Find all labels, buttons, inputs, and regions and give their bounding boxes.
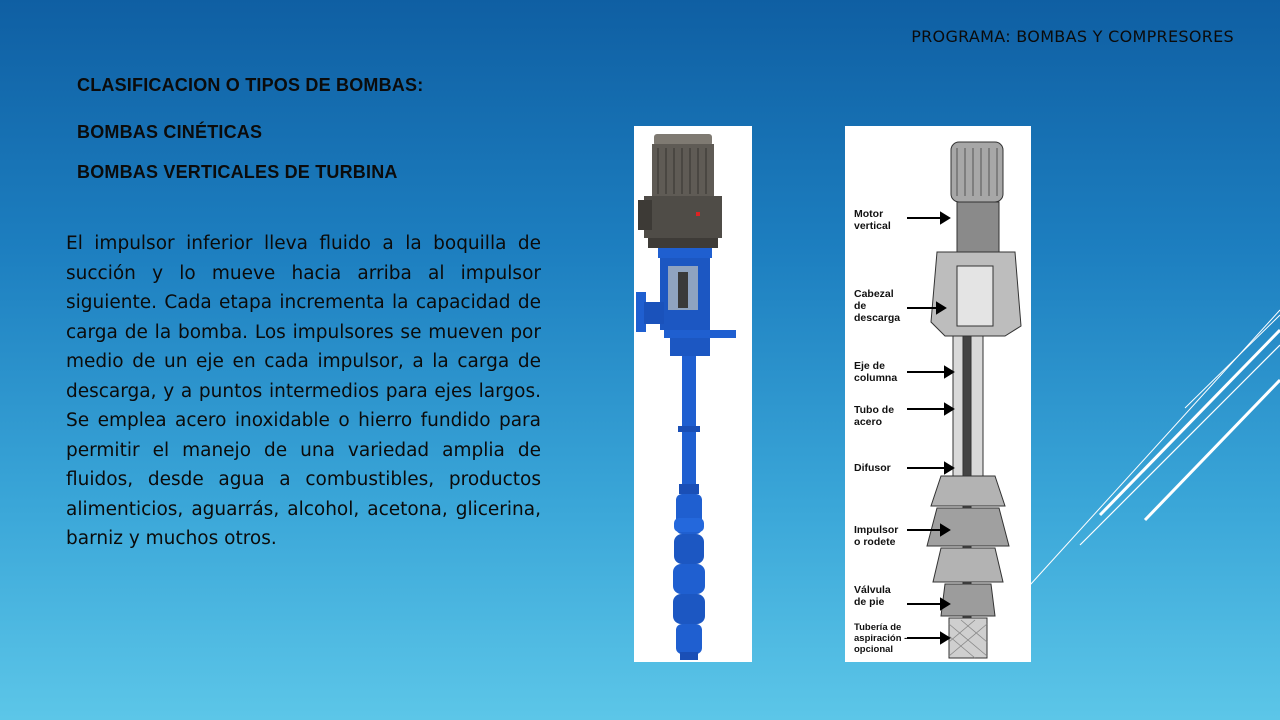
kinetic-pumps-heading: BOMBAS CINÉTICAS xyxy=(77,122,263,142)
description-paragraph: El impulsor inferior lleva fluido a la boquilla de succión y lo mueve hacia arriba al impulsor siguiente. Cada etapa incrementa la capacidad de carga de la bomba. Los impulsores se mueven por medio de un eje en cada impulsor, a la carga de descarga, y a puntos intermedios para ejes largos. Se emplea acero inoxidable o hierro fundido para permitir el manejo de una variedad amplia de fluidos, desde agua a combustibles, productos alimenticios, aguarrás, alcohol, acetona, glicerina, barniz y muchos otros. xyxy=(66,233,541,549)
vertical-pump-image xyxy=(634,126,752,662)
label-impulsor-rodete: Impulsor o rodete xyxy=(854,524,899,548)
label-cabezal-descarga: Cabezal de descarga xyxy=(854,288,901,324)
program-title: PROGRAMA: BOMBAS Y COMPRESORES xyxy=(911,27,1234,46)
label-tuberia-aspiracion: Tubería de aspiración - opcional xyxy=(854,622,908,655)
pump-cross-section-diagram xyxy=(845,126,1031,662)
classification-heading: CLASIFICACION O TIPOS DE BOMBAS: xyxy=(77,75,424,95)
pump-photo xyxy=(634,126,752,662)
label-eje-columna: Eje de columna xyxy=(854,360,898,384)
label-valvula-pie: Válvula de pie xyxy=(854,584,891,608)
label-difusor: Difusor xyxy=(854,462,891,474)
label-motor-vertical: Motor vertical xyxy=(854,208,891,232)
cross-section-drawing xyxy=(845,126,1031,662)
label-tubo-acero: Tubo de acero xyxy=(854,404,895,428)
vertical-turbine-heading: BOMBAS VERTICALES DE TURBINA xyxy=(77,162,398,182)
